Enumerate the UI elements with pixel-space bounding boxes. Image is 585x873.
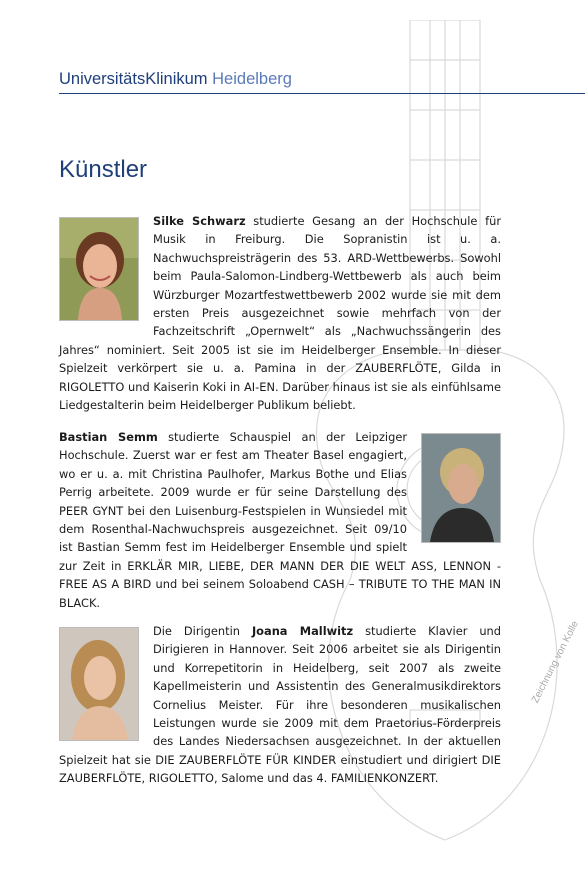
artist-text: studierte Klavier und Dirigieren in Hannover. Seit 2006 arbeitet sie als Dirigentin und Korrepetitorin in Heidelberg, seit 2007 als zweite Kapellmeisterin und Assistentin des Generalmusikdirektors Cornelius Meister. Für ihre besonderen musikalischen Leistungen wurde sie 2009 mit dem Praetorius-Förderpreis des Landes Niedersachsen ausgezeichnet. In der aktuellen Spielzeit hat sie DIE ZAUBERFLÖTE FÜR KINDER einstudiert und dirigiert DIE ZAUBERFLÖTE, RIGOLETTO, Salome und das 4. FAMILIENKONZERT. (59, 624, 502, 786)
portrait-photo-silke-schwarz (59, 217, 139, 321)
artist-text: studierte Schauspiel an der Leipziger Hochschule. Zuerst war er fest am Theater Basel engagiert, wo er u. a. mit Christina Paulhofer, Markus Bothe und Elias Perrig arbeitete. 2009 wurde er für seine Darstellung des PEER GYNT bei den Luisenburg-Festspielen in Wunsiedel mit dem Rosenthal-Nachwuchspreis ausgezeichnet. Seit 09/10 ist Bastian Semm fest im Heidelberger Ensemble und spielt zur Zeit in ERKLÄR MIR, LIEBE, DER MANN DER DIE WELT ASS, LENNON - FREE AS A BIRD und bei seinem Soloabend CASH – TRIBUTE TO THE MAN IN BLACK. (59, 430, 501, 610)
artist-prefix: Die Dirigentin (153, 624, 240, 638)
header-divider (59, 93, 585, 94)
artist-text: studierte Gesang an der Hochschule für Musik in Freiburg. Die Sopranistin ist u. a. Nachwuchspreisträgerin des 53. ARD-Wettbewerbs. Sowohl beim Paula-Salomon-Lindberg-Wettbewerb als auch beim Würzburger Mozartfestwettbewerb 2002 wurde sie mit dem ersten Preis ausgezeichnet sowie mehrfach von der Fachzeitschrift „Opernwelt“ als „Nachwuchssängerin des Jahres“ nominiert. Seit 2005 ist sie im Heidelberger Ensemble. In dieser Spielzeit verkörpert sie u. a. Pamina in der ZAUBERFLÖTE, Gilda in RIGOLETTO und Kaiserin Koki in AI-EN. Darüber hinaus ist sie als einfühlsame Liedgestalterin beim Heidelberger Publikum beliebt. (59, 214, 502, 413)
page-title: Künstler (59, 156, 148, 183)
artist-bio-bastian-semm (59, 428, 501, 612)
brand-sub: Heidelberg (212, 70, 292, 88)
artist-name: Silke Schwarz (153, 214, 246, 228)
portrait-photo-joana-mallwitz (59, 627, 139, 741)
artist-bio-silke-schwarz (59, 212, 501, 414)
brand-main: UniversitätsKlinikum (59, 70, 208, 88)
institution-header (59, 70, 292, 89)
artist-name: Bastian Semm (59, 430, 158, 444)
portrait-photo-bastian-semm (421, 433, 501, 543)
illustration-credit: Zeichnung von Kolle (530, 619, 581, 705)
artist-bio-joana-mallwitz (59, 622, 501, 788)
artist-name: Joana Mallwitz (251, 624, 354, 638)
